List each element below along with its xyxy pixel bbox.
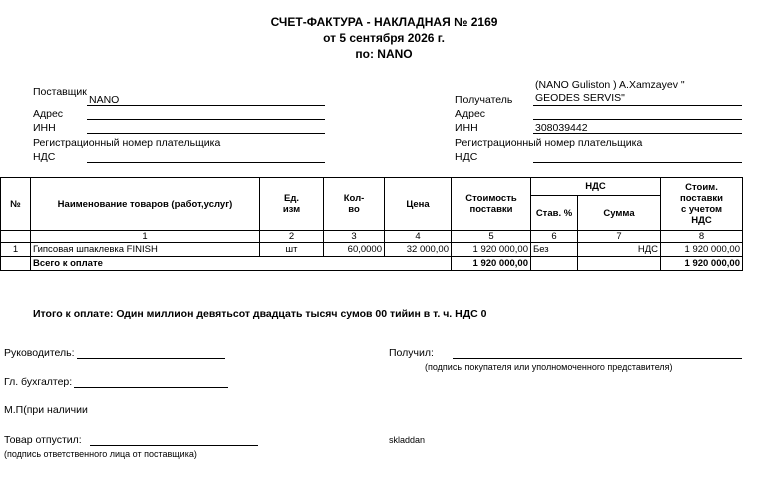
document-title: СЧЕТ-ФАКТУРА - НАКЛАДНАЯ № 2169 bbox=[270, 15, 498, 29]
recipient-inn: 308039442 bbox=[535, 122, 588, 134]
header-price: Цена bbox=[385, 178, 452, 231]
header-nds-rate: Став. % bbox=[531, 196, 578, 231]
recipient-address-line bbox=[533, 119, 742, 120]
header-num: № bbox=[1, 178, 31, 231]
supplier-inn-line bbox=[87, 133, 325, 134]
recipient-nds-label: НДС bbox=[455, 151, 478, 163]
supplier-reg-label: Регистрационный номер плательщика bbox=[33, 137, 221, 149]
row-price: 32 000,00 bbox=[385, 243, 452, 257]
recipient-inn-line bbox=[533, 133, 742, 134]
col-number: 4 bbox=[385, 231, 452, 243]
table-row bbox=[1, 243, 743, 257]
invoice-table bbox=[0, 177, 743, 271]
recipient-name-line2: GEODES SERVIS" bbox=[535, 92, 625, 104]
row-unit: шт bbox=[260, 243, 324, 257]
total-nds-rate bbox=[531, 257, 578, 271]
row-nds-rate: Без bbox=[531, 243, 578, 257]
col-number: 1 bbox=[31, 231, 260, 243]
recipient-reg-label: Регистрационный номер плательщика bbox=[455, 137, 643, 149]
received-signature-line bbox=[453, 358, 742, 359]
header-unit: Ед. изм bbox=[260, 178, 324, 231]
col-number: 6 bbox=[531, 231, 578, 243]
supplier-address-line bbox=[87, 119, 325, 120]
supplier-name-line bbox=[87, 105, 325, 106]
accountant-signature-line bbox=[74, 387, 228, 388]
row-total: 1 920 000,00 bbox=[661, 243, 743, 257]
col-number bbox=[1, 231, 31, 243]
header-nds: НДС bbox=[531, 178, 661, 196]
header-nds-sum: Сумма bbox=[578, 196, 661, 231]
released-label: Товар отпустил: bbox=[4, 434, 82, 446]
warehouse-label: skladdan bbox=[389, 435, 426, 445]
recipient-name-line bbox=[533, 105, 742, 106]
recipient-address-label: Адрес bbox=[455, 108, 486, 120]
total-sum: 1 920 000,00 bbox=[661, 257, 743, 271]
released-note: (подпись ответственного лица от поставщика) bbox=[4, 449, 197, 459]
stamp-label: М.П(при наличии bbox=[4, 404, 88, 416]
col-number: 2 bbox=[260, 231, 324, 243]
released-signature-line bbox=[90, 445, 258, 446]
total-label: Всего к оплате bbox=[31, 257, 452, 271]
col-number: 3 bbox=[324, 231, 385, 243]
accountant-label: Гл. бухгалтер: bbox=[4, 376, 73, 388]
col-number: 8 bbox=[661, 231, 743, 243]
row-name: Гипсовая шпаклевка FINISH bbox=[31, 243, 260, 257]
supplier-address-label: Адрес bbox=[33, 108, 64, 120]
document-contract: по: NANO bbox=[355, 47, 413, 61]
total-nds-sum bbox=[578, 257, 661, 271]
total-num bbox=[1, 257, 31, 271]
received-label: Получил: bbox=[389, 347, 434, 359]
header-cost: Стоимость поставки bbox=[452, 178, 531, 231]
recipient-name-line1: (NANO Guliston ) A.Xamzayev " bbox=[535, 79, 685, 91]
total-row bbox=[1, 257, 743, 271]
supplier-label: Поставщик bbox=[33, 86, 87, 98]
table-header-row bbox=[1, 178, 743, 196]
column-number-row bbox=[1, 231, 743, 243]
head-signature-line bbox=[77, 358, 225, 359]
header-total: Стоим. поставки с учетом НДС bbox=[661, 178, 743, 231]
col-number: 7 bbox=[578, 231, 661, 243]
document-date: от 5 сентября 2026 г. bbox=[323, 31, 445, 45]
recipient-label: Получатель bbox=[455, 94, 513, 106]
supplier-inn-label: ИНН bbox=[33, 122, 56, 134]
supplier-name: NANO bbox=[89, 94, 120, 106]
supplier-nds-label: НДС bbox=[33, 151, 56, 163]
header-name: Наименование товаров (работ,услуг) bbox=[31, 178, 260, 231]
row-num: 1 bbox=[1, 243, 31, 257]
recipient-inn-label: ИНН bbox=[455, 122, 478, 134]
recipient-nds-line bbox=[533, 162, 742, 163]
row-nds-sum: НДС bbox=[578, 243, 661, 257]
header-qty: Кол- во bbox=[324, 178, 385, 231]
row-qty: 60,0000 bbox=[324, 243, 385, 257]
head-label: Руководитель: bbox=[4, 347, 75, 359]
received-note: (подпись покупателя или уполномоченного представителя) bbox=[425, 362, 673, 372]
supplier-nds-line bbox=[87, 162, 325, 163]
total-cost: 1 920 000,00 bbox=[452, 257, 531, 271]
payment-summary: Итого к оплате: Один миллион девятьсот двадцать тысяч сумов 00 тийин в т. ч. НДС 0 bbox=[33, 308, 487, 320]
row-cost: 1 920 000,00 bbox=[452, 243, 531, 257]
col-number: 5 bbox=[452, 231, 531, 243]
